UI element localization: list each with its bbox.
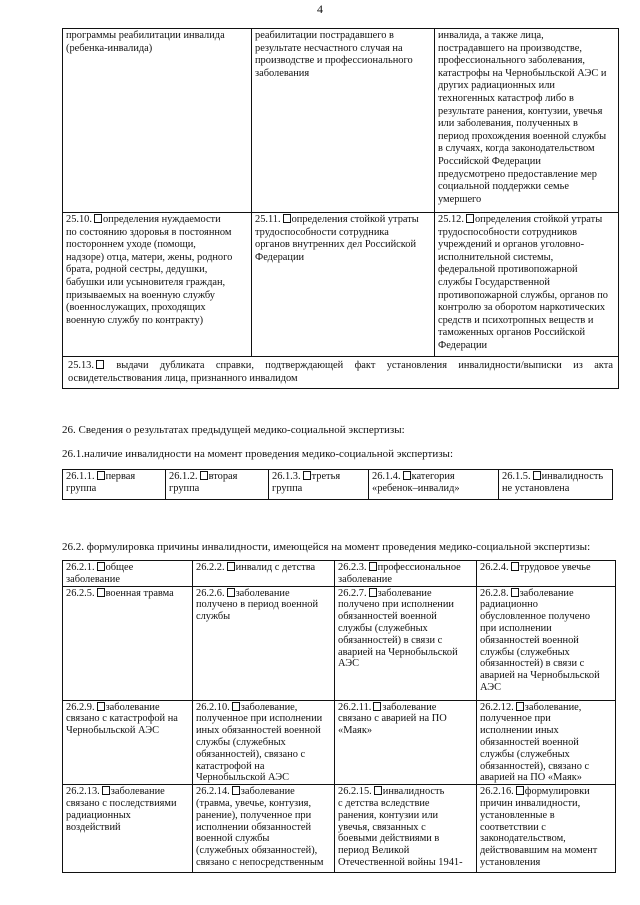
cell-text: третья группа <box>272 471 341 495</box>
checkbox-25-10[interactable] <box>94 214 102 223</box>
table-cell <box>193 700 335 785</box>
table-cell <box>193 586 335 700</box>
cell-text: определения нуждаемости по состоянию здоровья в постоянном постороннем уходе (помощи, надзоре) отца, матери, жены, родного брата, родной сестры, дедушки, бабушки или усыновителя граждан, призываемых на военную службу (военнослужащих, проходящих военную службу по контракту) <box>66 214 233 326</box>
checkbox-26-1-5[interactable] <box>533 471 541 480</box>
page-number: 4 <box>317 2 323 16</box>
checkbox-26-1-4[interactable] <box>403 471 411 480</box>
cell-text: заболевание радиационно обусловленное получено при исполнении обязанностей военной службы (служебных обязанностей) в связи с аварией на Чернобыльской АЭС <box>480 587 600 693</box>
table-cell <box>63 700 193 785</box>
table-row <box>63 785 616 873</box>
checkbox-25-11[interactable] <box>283 214 291 223</box>
table-cell <box>63 213 252 357</box>
item-number: 26.2.12. <box>480 701 514 713</box>
table-cell <box>63 561 193 587</box>
table-cell <box>435 213 619 357</box>
checkbox-26-2-2[interactable] <box>227 562 235 571</box>
checkbox-26-2-3[interactable] <box>369 562 377 571</box>
cell-text: общее заболевание <box>66 562 134 585</box>
table-cell <box>335 586 477 700</box>
cell-text: заболевание получено в период военной службы <box>196 587 319 623</box>
cell-text: первая группа <box>66 471 136 495</box>
checkbox-26-2-11[interactable] <box>373 702 381 711</box>
section-26-heading: 26. Сведения о результатах предыдущей медико-социальной экспертизы: <box>62 424 405 436</box>
table-cell <box>435 29 619 213</box>
item-number: 26.2.11. <box>338 701 372 713</box>
cell-text: определения стойкой утраты трудоспособности сотрудника органов внутренних дел Российской Федерации <box>255 214 419 263</box>
cell-text: заболевание, полученное при исполнении иных обязанностей военной службы (служебных обязанностей), связано с катастрофой на Чернобыльской АЭС <box>196 701 323 784</box>
table-cell <box>63 470 166 500</box>
cell-text: реабилитации пострадавшего в результате несчастного случая на производстве и профессионального заболевания <box>255 30 413 79</box>
checkbox-26-1-1[interactable] <box>97 471 105 480</box>
item-number: 26.2.7. <box>338 587 367 599</box>
table-disability-cause <box>62 560 616 873</box>
table-cell <box>193 785 335 873</box>
item-number: 26.2.6. <box>196 587 225 599</box>
checkbox-26-2-12[interactable] <box>516 702 524 711</box>
item-number: 26.2.16. <box>480 786 514 798</box>
item-number: 26.1.5. <box>502 471 531 482</box>
item-number: 26.1.4. <box>372 471 401 482</box>
table-cell <box>477 561 616 587</box>
cell-text: категория «ребенок–инвалид» <box>372 471 460 495</box>
checkbox-26-2-7[interactable] <box>369 588 377 597</box>
item-number: 26.2.4. <box>480 562 509 573</box>
item-number: 25.11. <box>255 214 281 225</box>
table-disability-group <box>62 469 613 500</box>
checkbox-26-2-13[interactable] <box>102 786 110 795</box>
table-cell <box>63 29 252 213</box>
cell-text: программы реабилитации инвалида (ребенка-инвалида) <box>66 30 225 54</box>
item-number: 26.2.9. <box>66 701 95 713</box>
checkbox-25-12[interactable] <box>466 214 474 223</box>
cell-text: инвалида, а также лица, пострадавшего на производстве, профессионального заболевания, катастрофы на Чернобыльской АЭС и других радиационных или техногенных катастроф либо в результате ранения, контузии, увечья или заболевания, полученных в период прохождения военной службы в случаях, когда законодательством Российской Федерации предусмотрено предоставление мер социальной поддержки семье умершего <box>438 30 607 205</box>
table-cell <box>63 785 193 873</box>
cell-text: инвалидность с детства вследствие ранения, контузии или увечья, связанных с боевыми действиями в период Великой Отечественной войны 1941- <box>338 786 463 868</box>
cell-text: заболевание связано с последствиями радиационных воздействий <box>66 786 177 833</box>
cell-text: определения стойкой утраты трудоспособности сотрудников учреждений и органов уголовно- исполнительной системы, федеральной противопожарной службы Государственной противопожарной службы, органов по контролю за оборотом наркотических средств и психотропных веществ и таможенных органов Российской Федерации <box>438 214 608 351</box>
cell-text: заболевание получено при исполнении обязанностей военной службы (служебных обязанностей) в связи с аварией на Чернобыльской АЭС <box>338 587 458 670</box>
table-cell <box>252 29 435 213</box>
table-cell <box>369 470 499 500</box>
item-number: 26.1.2. <box>169 471 198 482</box>
checkbox-26-2-8[interactable] <box>511 588 519 597</box>
section-26-1-heading: 26.1.наличие инвалидности на момент проведения медико-социальной экспертизы: <box>62 448 454 460</box>
table-cell <box>166 470 269 500</box>
checkbox-26-2-5[interactable] <box>97 588 105 597</box>
item-number: 26.1.1. <box>66 471 95 482</box>
table-cell <box>252 213 435 357</box>
cell-text: трудовое увечье <box>519 562 591 573</box>
table-row <box>63 586 616 700</box>
table-row <box>63 470 613 500</box>
table-certificate-purposes <box>62 28 619 389</box>
cell-text: заболевание, полученное при исполнении иных обязанностей военной службы (служебных обязанностей), связано с аварией на ПО «Маяк» <box>480 701 590 784</box>
cell-text: заболевание связано с катастрофой на Чернобыльской АЭС <box>66 701 178 737</box>
table-cell <box>477 785 616 873</box>
checkbox-26-2-15[interactable] <box>374 786 382 795</box>
cell-text: заболевание (травма, увечье, контузия, ранение), полученное при исполнении обязанностей военной службы (служебных обязанностей), связано с непосредственным <box>196 786 324 868</box>
table-cell <box>335 700 477 785</box>
item-number: 26.2.14. <box>196 786 230 798</box>
table-row <box>63 561 616 587</box>
table-cell <box>499 470 613 500</box>
item-number: 26.2.15. <box>338 786 372 798</box>
item-number: 26.2.2. <box>196 562 225 573</box>
section-26-2-heading: 26.2. формулировка причины инвалидности, имеющейся на момент проведения медико-социальной экспертизы: <box>62 541 591 553</box>
table-cell <box>63 357 619 389</box>
checkbox-26-2-16[interactable] <box>516 786 524 795</box>
item-number: 26.2.5. <box>66 587 95 599</box>
checkbox-26-2-1[interactable] <box>97 562 105 571</box>
cell-text: инвалидность не установлена <box>502 471 604 495</box>
table-row <box>63 213 619 357</box>
item-number: 26.2.13. <box>66 786 100 798</box>
table-row <box>63 29 619 213</box>
cell-text: формулировки причин инвалидности, установленные в соответствии с законодательством, действовавшим на момент установления <box>480 786 598 868</box>
table-cell <box>477 586 616 700</box>
table-row <box>63 700 616 785</box>
table-cell <box>269 470 369 500</box>
table-cell <box>335 561 477 587</box>
table-cell <box>477 700 616 785</box>
item-number: 25.12. <box>438 214 464 225</box>
checkbox-26-1-3[interactable] <box>303 471 311 480</box>
cell-text: военная травма <box>105 587 174 599</box>
checkbox-26-2-6[interactable] <box>227 588 235 597</box>
cell-text: профессиональное заболевание <box>338 562 461 585</box>
cell-text: заболевание связано с аварией на ПО «Маяк» <box>338 701 447 737</box>
table-cell <box>63 586 193 700</box>
cell-text: инвалид с детства <box>235 562 316 573</box>
item-number: 26.2.3. <box>338 562 367 573</box>
cell-text: вторая группа <box>169 471 238 495</box>
checkbox-25-13[interactable] <box>96 360 104 369</box>
cell-text: выдачи дубликата справки, подтверждающей факт установления инвалидности/выписки из акта освидетельствования лица, признанного инвалидом <box>68 360 613 384</box>
checkbox-26-1-2[interactable] <box>200 471 208 480</box>
item-number: 26.2.8. <box>480 587 509 599</box>
table-row <box>63 357 619 389</box>
checkbox-26-2-10[interactable] <box>232 702 240 711</box>
item-number: 26.1.3. <box>272 471 301 482</box>
item-number: 25.13. <box>68 360 94 371</box>
item-number: 26.2.10. <box>196 701 230 713</box>
table-cell <box>193 561 335 587</box>
item-number: 25.10. <box>66 214 92 225</box>
checkbox-26-2-14[interactable] <box>232 786 240 795</box>
item-number: 26.2.1. <box>66 562 95 573</box>
checkbox-26-2-9[interactable] <box>97 702 105 711</box>
table-cell <box>335 785 477 873</box>
checkbox-26-2-4[interactable] <box>511 562 519 571</box>
